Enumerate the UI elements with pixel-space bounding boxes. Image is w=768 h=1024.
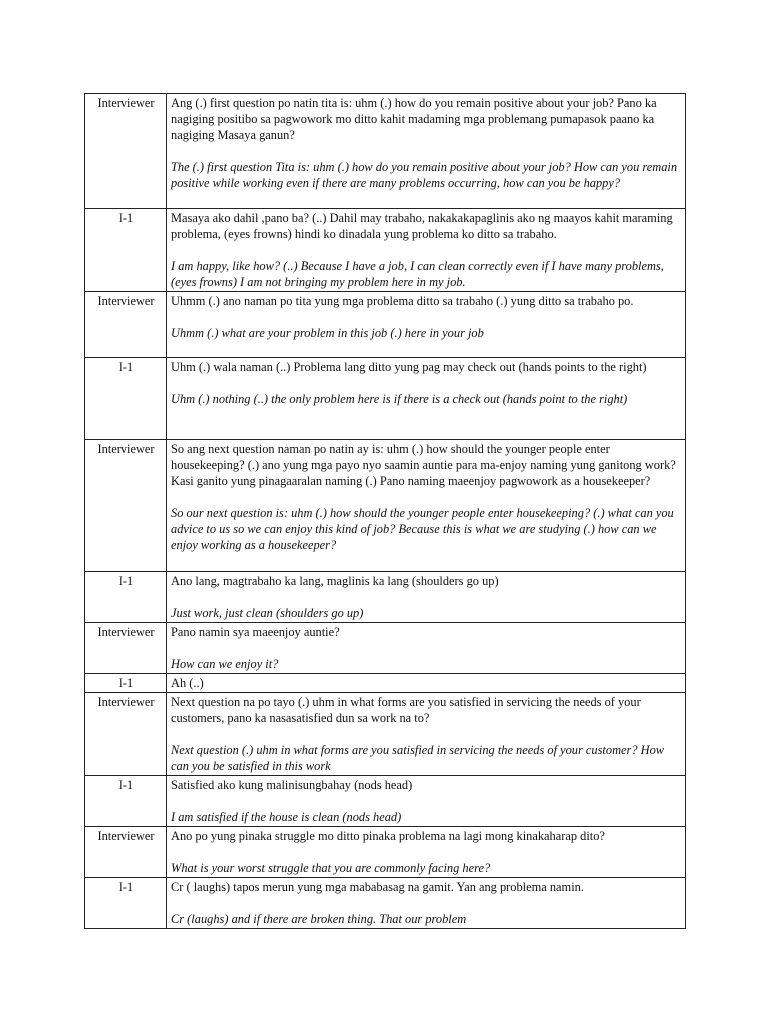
- utterance-cell: [167, 292, 686, 358]
- table-row: [85, 623, 686, 674]
- translation-text: Uhm (.) nothing (..) the only problem here is if there is a check out (hands point to the right): [171, 392, 628, 406]
- original-text: Ah (..): [171, 676, 204, 690]
- original-text: Uhmm (.) ano naman po tita yung mga problema ditto sa trabaho (.) yung ditto sa trabaho po.: [171, 294, 634, 308]
- speaker-cell: I-1: [85, 878, 167, 929]
- utterance-cell: [167, 776, 686, 827]
- interview-transcript-table: [84, 93, 686, 929]
- original-text: Next question na po tayo (.) uhm in what forms are you satisfied in servicing the needs of your customers, pano ka nasasatisfied dun sa work na to?: [171, 695, 641, 725]
- utterance-cell: [167, 674, 686, 693]
- original-text: So ang next question naman po natin ay is: uhm (.) how should the younger people enter housekeeping? (.) ano yung mga payo nyo saamin auntie para ma-enjoy naming yung ganitong work? Kasi ganito yung pinagaaralan naming (.) Pano naming maeenjoy pagwowork as a housekeeper?: [171, 442, 676, 488]
- translation-text: How can we enjoy it?: [171, 657, 279, 671]
- utterance-cell: [167, 827, 686, 878]
- original-text: Ang (.) first question po natin tita is: uhm (.) how do you remain positive about your job? Pano ka nagiging positibo sa pagwowork mo ditto kahit madaming mga problemang pumapasok paano ka nagiging Masaya ganun?: [171, 96, 657, 142]
- original-text: Ano po yung pinaka struggle mo ditto pinaka problema na lagi mong kinakaharap dito?: [171, 829, 605, 843]
- translation-text: Just work, just clean (shoulders go up): [171, 606, 364, 620]
- table-row: [85, 674, 686, 693]
- speaker-cell: Interviewer: [85, 827, 167, 878]
- speaker-cell: Interviewer: [85, 292, 167, 358]
- original-text: Uhm (.) wala naman (..) Problema lang ditto yung pag may check out (hands points to the right): [171, 360, 647, 374]
- translation-text: I am satisfied if the house is clean (nods head): [171, 810, 402, 824]
- speaker-cell: Interviewer: [85, 623, 167, 674]
- utterance-cell: [167, 209, 686, 292]
- table-row: [85, 827, 686, 878]
- translation-text: Cr (laughs) and if there are broken thing. That our problem: [171, 912, 467, 926]
- translation-text: I am happy, like how? (..) Because I have a job, I can clean correctly even if I have many problems, (eyes frowns) I am not bringing my problem here in my job.: [171, 259, 664, 289]
- utterance-cell: [167, 440, 686, 572]
- original-text: Masaya ako dahil ,pano ba? (..) Dahil may trabaho, nakakakapaglinis ako ng maayos kahit maraming problema, (eyes frowns) hindi ko dinadala yung problema ko ditto sa trabaho.: [171, 211, 673, 241]
- speaker-cell: Interviewer: [85, 693, 167, 776]
- utterance-cell: [167, 878, 686, 929]
- translation-text: Next question (.) uhm in what forms are you satisfied in servicing the needs of your customer? How can you be satisfied in this work: [171, 743, 665, 773]
- table-row: [85, 358, 686, 440]
- translation-text: The (.) first question Tita is: uhm (.) how do you remain positive about your job? How can you remain positive while working even if there are many problems occurring, how can you be happy?: [171, 160, 678, 190]
- utterance-cell: [167, 94, 686, 209]
- speaker-cell: I-1: [85, 358, 167, 440]
- utterance-cell: [167, 358, 686, 440]
- speaker-cell: Interviewer: [85, 440, 167, 572]
- translation-text: What is your worst struggle that you are commonly facing here?: [171, 861, 491, 875]
- speaker-cell: Interviewer: [85, 94, 167, 209]
- speaker-cell: I-1: [85, 776, 167, 827]
- utterance-cell: [167, 572, 686, 623]
- table-row: [85, 94, 686, 209]
- speaker-cell: I-1: [85, 572, 167, 623]
- table-row: [85, 776, 686, 827]
- transcript-body: [85, 94, 686, 929]
- utterance-cell: [167, 693, 686, 776]
- table-row: [85, 693, 686, 776]
- table-row: [85, 878, 686, 929]
- original-text: Pano namin sya maeenjoy auntie?: [171, 625, 340, 639]
- speaker-cell: I-1: [85, 209, 167, 292]
- original-text: Cr ( laughs) tapos merun yung mga mababasag na gamit. Yan ang problema namin.: [171, 880, 584, 894]
- table-row: [85, 572, 686, 623]
- speaker-cell: I-1: [85, 674, 167, 693]
- table-row: [85, 209, 686, 292]
- original-text: Satisfied ako kung malinisungbahay (nods head): [171, 778, 413, 792]
- utterance-cell: [167, 623, 686, 674]
- table-row: [85, 292, 686, 358]
- translation-text: Uhmm (.) what are your problem in this job (.) here in your job: [171, 326, 484, 340]
- original-text: Ano lang, magtrabaho ka lang, maglinis ka lang (shoulders go up): [171, 574, 499, 588]
- translation-text: So our next question is: uhm (.) how should the younger people enter housekeeping? (.) what can you advice to us so we can enjoy this kind of job? Because this is what we are studying (.) how can we enjoy working as a housekeeper?: [171, 506, 674, 552]
- table-row: [85, 440, 686, 572]
